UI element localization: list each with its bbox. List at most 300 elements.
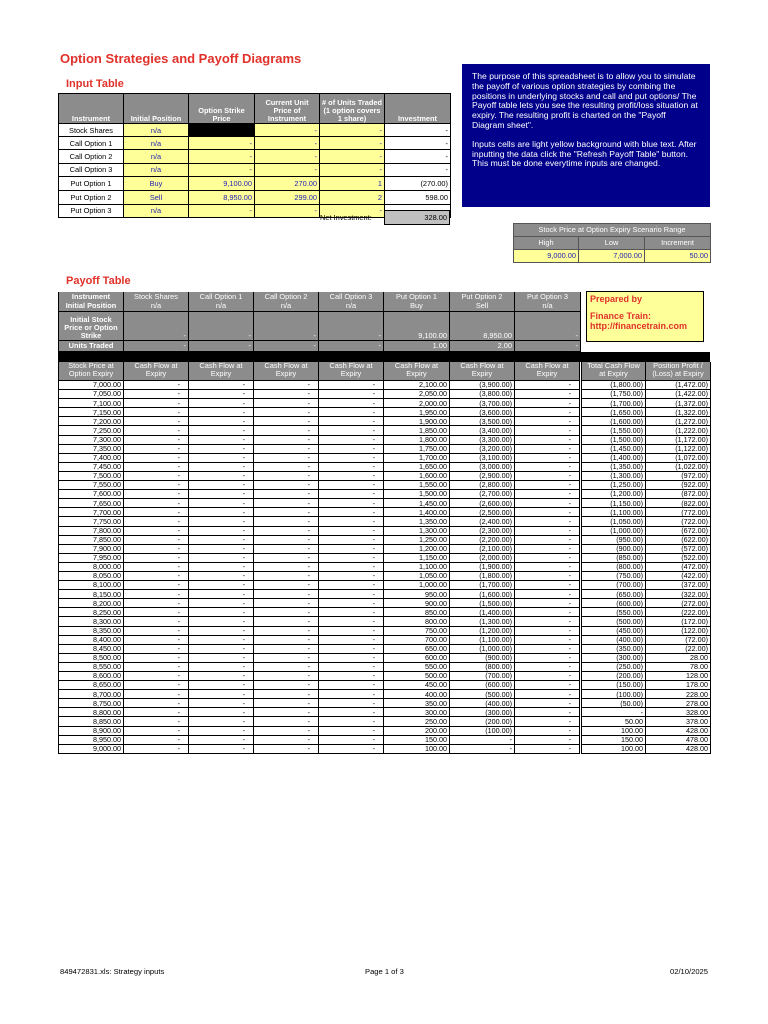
net-investment-label: Net Investment: bbox=[320, 213, 372, 222]
table-row bbox=[59, 544, 711, 553]
cash-flow-cell: - bbox=[254, 672, 319, 681]
units-cell: 1.00 bbox=[384, 341, 450, 352]
cash-flow-cell: - bbox=[319, 390, 384, 399]
cash-flow-cell: (50.00) bbox=[581, 699, 646, 708]
table-row bbox=[59, 417, 711, 426]
price-input[interactable]: - bbox=[255, 204, 320, 217]
cash-flow-cell: - bbox=[515, 508, 581, 517]
cash-flow-cell: - bbox=[515, 517, 581, 526]
cash-flow-cell: 1,550.00 bbox=[384, 481, 450, 490]
cash-flow-cell: - bbox=[319, 590, 384, 599]
payoff-table bbox=[58, 362, 711, 754]
cash-flow-cell: 128.00 bbox=[646, 672, 711, 681]
cash-flow-cell: - bbox=[515, 408, 581, 417]
cash-flow-cell: (750.00) bbox=[581, 571, 646, 580]
cash-flow-cell: - bbox=[189, 653, 254, 662]
cash-flow-cell: - bbox=[189, 717, 254, 726]
position-input[interactable]: Sell bbox=[124, 190, 189, 204]
cash-flow-cell: - bbox=[124, 390, 189, 399]
cash-flow-cell: - bbox=[189, 672, 254, 681]
table-row bbox=[59, 490, 711, 499]
cash-flow-cell: - bbox=[189, 735, 254, 744]
instrument-name: Put Option 1 bbox=[59, 176, 124, 190]
cash-flow-cell: - bbox=[189, 726, 254, 735]
cash-flow-cell: (450.00) bbox=[581, 626, 646, 635]
cash-flow-cell: - bbox=[319, 699, 384, 708]
cash-flow-cell: 1,250.00 bbox=[384, 535, 450, 544]
stock-price-cell: 8,700.00 bbox=[59, 690, 124, 699]
cash-flow-cell: (272.00) bbox=[646, 599, 711, 608]
strike-cell: - bbox=[254, 312, 319, 341]
cash-flow-cell: (1,000.00) bbox=[581, 526, 646, 535]
cash-flow-cell: - bbox=[254, 717, 319, 726]
input-row bbox=[59, 163, 451, 176]
cash-flow-cell: 400.00 bbox=[384, 690, 450, 699]
cash-flow-cell: - bbox=[319, 672, 384, 681]
range-high-input[interactable]: 9,000.00 bbox=[514, 250, 579, 263]
price-input[interactable]: 299.00 bbox=[255, 190, 320, 204]
stock-price-cell: 7,900.00 bbox=[59, 544, 124, 553]
position-input[interactable]: n/a bbox=[124, 163, 189, 176]
cash-flow-cell: (572.00) bbox=[646, 544, 711, 553]
instrument-cell: Put Option 2 bbox=[450, 292, 515, 302]
cash-flow-cell: - bbox=[254, 399, 319, 408]
cash-flow-cell: (550.00) bbox=[581, 608, 646, 617]
cash-flow-cell: - bbox=[515, 717, 581, 726]
cash-flow-cell: (1,450.00) bbox=[581, 444, 646, 453]
table-row bbox=[59, 581, 711, 590]
footer-page: Page 1 of 3 bbox=[365, 967, 404, 976]
payoff-column-header: Cash Flow at Expiry bbox=[450, 362, 515, 381]
cash-flow-cell: 1,400.00 bbox=[384, 508, 450, 517]
cash-flow-cell: (472.00) bbox=[646, 562, 711, 571]
initial-position-cell: n/a bbox=[515, 302, 581, 312]
initial-position-cell: Sell bbox=[450, 302, 515, 312]
cash-flow-cell: - bbox=[189, 435, 254, 444]
cash-flow-cell: 1,500.00 bbox=[384, 490, 450, 499]
instrument-name: Put Option 3 bbox=[59, 204, 124, 217]
cash-flow-cell: - bbox=[254, 599, 319, 608]
units-input[interactable]: 2 bbox=[320, 190, 385, 204]
investment-value: - bbox=[385, 150, 451, 163]
instrument-name: Put Option 2 bbox=[59, 190, 124, 204]
cash-flow-cell: - bbox=[319, 581, 384, 590]
cash-flow-cell: - bbox=[124, 599, 189, 608]
stock-price-cell: 8,600.00 bbox=[59, 672, 124, 681]
price-input[interactable]: - bbox=[255, 137, 320, 150]
cash-flow-cell: (422.00) bbox=[646, 571, 711, 580]
stock-price-cell: 7,450.00 bbox=[59, 462, 124, 471]
payoff-table-heading: Payoff Table bbox=[66, 275, 131, 287]
payoff-column-header: Cash Flow at Expiry bbox=[319, 362, 384, 381]
cash-flow-cell: - bbox=[254, 681, 319, 690]
cash-flow-cell: (2,400.00) bbox=[450, 517, 515, 526]
cash-flow-cell: 900.00 bbox=[384, 599, 450, 608]
cash-flow-cell: - bbox=[254, 408, 319, 417]
prepared-by-link[interactable]: http://financetrain.com bbox=[590, 321, 688, 331]
cash-flow-cell: (1,550.00) bbox=[581, 426, 646, 435]
position-input[interactable]: Buy bbox=[124, 176, 189, 190]
price-input[interactable]: 270.00 bbox=[255, 176, 320, 190]
cash-flow-cell: - bbox=[319, 408, 384, 417]
cash-flow-cell: (122.00) bbox=[646, 626, 711, 635]
cash-flow-cell: - bbox=[254, 608, 319, 617]
cash-flow-cell: (3,200.00) bbox=[450, 444, 515, 453]
cash-flow-cell: - bbox=[189, 499, 254, 508]
cash-flow-cell: 1,150.00 bbox=[384, 553, 450, 562]
cash-flow-cell: - bbox=[319, 626, 384, 635]
cash-flow-cell: 250.00 bbox=[384, 717, 450, 726]
position-input[interactable]: n/a bbox=[124, 124, 189, 137]
cash-flow-cell: (2,200.00) bbox=[450, 535, 515, 544]
cash-flow-cell: - bbox=[515, 726, 581, 735]
header-cell: Option Strike Price bbox=[189, 94, 255, 124]
units-input[interactable]: - bbox=[320, 124, 385, 137]
cash-flow-cell: - bbox=[254, 417, 319, 426]
payoff-setup-table bbox=[58, 292, 581, 352]
initial-position-cell: n/a bbox=[124, 302, 189, 312]
cash-flow-cell: - bbox=[515, 608, 581, 617]
cash-flow-cell: (3,300.00) bbox=[450, 435, 515, 444]
cash-flow-cell: - bbox=[124, 672, 189, 681]
cash-flow-cell: - bbox=[189, 481, 254, 490]
cash-flow-cell: - bbox=[515, 562, 581, 571]
strike-input[interactable]: - bbox=[189, 150, 255, 163]
table-row bbox=[59, 690, 711, 699]
range-increment-header: Increment bbox=[645, 237, 711, 250]
cash-flow-cell: (1,300.00) bbox=[450, 617, 515, 626]
cash-flow-cell: - bbox=[254, 699, 319, 708]
position-input[interactable]: n/a bbox=[124, 204, 189, 217]
prepared-by-name: Finance Train: bbox=[590, 310, 652, 321]
instrument-name: Stock Shares bbox=[59, 124, 124, 137]
stock-price-cell: 8,550.00 bbox=[59, 662, 124, 671]
table-row bbox=[59, 499, 711, 508]
units-input[interactable]: - bbox=[320, 163, 385, 176]
cash-flow-cell: - bbox=[124, 399, 189, 408]
strike-input[interactable]: - bbox=[189, 204, 255, 217]
cash-flow-cell: (1,350.00) bbox=[581, 462, 646, 471]
cash-flow-cell: (1,400.00) bbox=[581, 453, 646, 462]
cash-flow-cell: - bbox=[515, 599, 581, 608]
cash-flow-cell: (1,000.00) bbox=[450, 644, 515, 653]
cash-flow-cell: - bbox=[124, 508, 189, 517]
cash-flow-cell: - bbox=[515, 490, 581, 499]
cash-flow-cell: - bbox=[515, 499, 581, 508]
stock-price-cell: 7,500.00 bbox=[59, 471, 124, 480]
stock-price-cell: 7,650.00 bbox=[59, 499, 124, 508]
footer-date: 02/10/2025 bbox=[670, 967, 709, 976]
cash-flow-cell: - bbox=[515, 399, 581, 408]
cash-flow-cell: - bbox=[254, 744, 319, 753]
cash-flow-cell: (1,022.00) bbox=[646, 462, 711, 471]
cash-flow-cell: - bbox=[254, 653, 319, 662]
position-input[interactable]: n/a bbox=[124, 150, 189, 163]
input-row bbox=[59, 150, 451, 163]
input-row bbox=[59, 124, 451, 137]
cash-flow-cell: - bbox=[124, 635, 189, 644]
stock-price-cell: 7,850.00 bbox=[59, 535, 124, 544]
cash-flow-cell: - bbox=[124, 608, 189, 617]
payoff-column-header: Total Cash Flow at Expiry bbox=[581, 362, 646, 381]
cash-flow-cell: - bbox=[189, 562, 254, 571]
payoff-column-header: Cash Flow at Expiry bbox=[124, 362, 189, 381]
cash-flow-cell: - bbox=[515, 635, 581, 644]
strike-cell: 8,950.00 bbox=[450, 312, 515, 341]
range-low-header: Low bbox=[579, 237, 645, 250]
cash-flow-cell: - bbox=[450, 735, 515, 744]
position-input[interactable]: n/a bbox=[124, 137, 189, 150]
instrument-name: Call Option 2 bbox=[59, 150, 124, 163]
table-row bbox=[59, 381, 711, 390]
cash-flow-cell: - bbox=[189, 399, 254, 408]
cash-flow-cell: (22.00) bbox=[646, 644, 711, 653]
cash-flow-cell: 428.00 bbox=[646, 744, 711, 753]
cash-flow-cell: (2,000.00) bbox=[450, 553, 515, 562]
cash-flow-cell: - bbox=[189, 444, 254, 453]
cash-flow-cell: - bbox=[189, 599, 254, 608]
table-row bbox=[59, 726, 711, 735]
cash-flow-cell: (2,800.00) bbox=[450, 481, 515, 490]
price-input[interactable]: - bbox=[255, 163, 320, 176]
units-cell: 2.00 bbox=[450, 341, 515, 352]
units-input[interactable]: - bbox=[320, 137, 385, 150]
cash-flow-cell: - bbox=[124, 471, 189, 480]
cash-flow-cell: - bbox=[515, 590, 581, 599]
cash-flow-cell: - bbox=[254, 535, 319, 544]
cash-flow-cell: - bbox=[254, 426, 319, 435]
cash-flow-cell: 1,850.00 bbox=[384, 426, 450, 435]
payoff-column-header: Cash Flow at Expiry bbox=[384, 362, 450, 381]
strike-input[interactable]: - bbox=[189, 163, 255, 176]
cash-flow-cell: - bbox=[189, 744, 254, 753]
cash-flow-cell: (400.00) bbox=[450, 699, 515, 708]
table-row bbox=[59, 744, 711, 753]
cash-flow-cell: 300.00 bbox=[384, 708, 450, 717]
cash-flow-cell: - bbox=[254, 481, 319, 490]
cash-flow-cell: - bbox=[124, 444, 189, 453]
instrument-cell: Put Option 1 bbox=[384, 292, 450, 302]
cash-flow-cell: 478.00 bbox=[646, 735, 711, 744]
cash-flow-cell: - bbox=[515, 699, 581, 708]
scenario-range-table bbox=[513, 223, 711, 263]
cash-flow-cell: (322.00) bbox=[646, 590, 711, 599]
footer-filename: 849472831.xls: Strategy inputs bbox=[60, 967, 165, 976]
stock-price-cell: 7,300.00 bbox=[59, 435, 124, 444]
cash-flow-cell: (100.00) bbox=[450, 726, 515, 735]
cash-flow-cell: - bbox=[515, 617, 581, 626]
cash-flow-cell: - bbox=[124, 708, 189, 717]
info-text-inputs: Inputs cells are light yellow background with blue text. After inputting the data click the "Refresh Payoff Table" button. This must be done everytime inputs are changed. bbox=[472, 138, 697, 169]
cash-flow-cell: - bbox=[124, 735, 189, 744]
cash-flow-cell: (1,122.00) bbox=[646, 444, 711, 453]
units-row bbox=[59, 341, 581, 352]
table-row bbox=[59, 535, 711, 544]
cash-flow-cell: - bbox=[189, 381, 254, 390]
instrument-name: Call Option 3 bbox=[59, 163, 124, 176]
cash-flow-cell: - bbox=[254, 490, 319, 499]
range-increment-input[interactable]: 50.00 bbox=[645, 250, 711, 263]
cash-flow-cell: - bbox=[319, 517, 384, 526]
cash-flow-cell: - bbox=[124, 626, 189, 635]
units-cell: - bbox=[254, 341, 319, 352]
cash-flow-cell: - bbox=[319, 708, 384, 717]
cash-flow-cell: - bbox=[124, 381, 189, 390]
table-row bbox=[59, 471, 711, 480]
cash-flow-cell: 850.00 bbox=[384, 608, 450, 617]
cash-flow-cell: 228.00 bbox=[646, 690, 711, 699]
cash-flow-cell: (172.00) bbox=[646, 617, 711, 626]
cash-flow-cell: - bbox=[515, 444, 581, 453]
cash-flow-cell: (1,650.00) bbox=[581, 408, 646, 417]
cash-flow-cell: - bbox=[124, 744, 189, 753]
cash-flow-cell: (3,500.00) bbox=[450, 417, 515, 426]
initial-position-row bbox=[59, 302, 581, 312]
cash-flow-cell: 100.00 bbox=[581, 744, 646, 753]
cash-flow-cell: - bbox=[319, 653, 384, 662]
cash-flow-cell: (900.00) bbox=[450, 653, 515, 662]
stock-price-cell: 7,950.00 bbox=[59, 553, 124, 562]
cash-flow-cell: 1,700.00 bbox=[384, 453, 450, 462]
cash-flow-cell: - bbox=[515, 690, 581, 699]
input-table-header bbox=[59, 94, 451, 124]
cash-flow-cell: (900.00) bbox=[581, 544, 646, 553]
stock-price-cell: 7,100.00 bbox=[59, 399, 124, 408]
cash-flow-cell: - bbox=[254, 644, 319, 653]
units-cell: - bbox=[124, 341, 189, 352]
table-row bbox=[59, 635, 711, 644]
stock-price-cell: 7,000.00 bbox=[59, 381, 124, 390]
stock-price-cell: 9,000.00 bbox=[59, 744, 124, 753]
units-cell: - bbox=[189, 341, 254, 352]
price-input[interactable]: - bbox=[255, 124, 320, 137]
cash-flow-cell: (500.00) bbox=[450, 690, 515, 699]
cash-flow-cell: - bbox=[189, 544, 254, 553]
cash-flow-cell: - bbox=[319, 399, 384, 408]
table-row bbox=[59, 571, 711, 580]
table-row bbox=[59, 444, 711, 453]
cash-flow-cell: - bbox=[515, 644, 581, 653]
cash-flow-cell: 1,750.00 bbox=[384, 444, 450, 453]
cash-flow-cell: - bbox=[254, 517, 319, 526]
cash-flow-cell: - bbox=[319, 535, 384, 544]
cash-flow-cell: (300.00) bbox=[581, 653, 646, 662]
stock-price-cell: 8,750.00 bbox=[59, 699, 124, 708]
cash-flow-cell: - bbox=[124, 571, 189, 580]
strike-input[interactable]: - bbox=[189, 137, 255, 150]
table-row bbox=[59, 508, 711, 517]
cash-flow-cell: 100.00 bbox=[581, 726, 646, 735]
table-row bbox=[59, 717, 711, 726]
cash-flow-cell: (922.00) bbox=[646, 481, 711, 490]
cash-flow-cell: (1,500.00) bbox=[581, 435, 646, 444]
cash-flow-cell: (1,272.00) bbox=[646, 417, 711, 426]
cash-flow-cell: - bbox=[124, 644, 189, 653]
strike-cell: - bbox=[124, 312, 189, 341]
cash-flow-cell: (3,700.00) bbox=[450, 399, 515, 408]
initial-position-cell: n/a bbox=[319, 302, 384, 312]
cash-flow-cell: - bbox=[515, 390, 581, 399]
units-input[interactable]: - bbox=[320, 204, 385, 217]
cash-flow-cell: - bbox=[189, 390, 254, 399]
strike-na-cell bbox=[189, 124, 255, 137]
cash-flow-cell: 700.00 bbox=[384, 635, 450, 644]
range-low-input[interactable]: 7,000.00 bbox=[579, 250, 645, 263]
cash-flow-cell: (1,072.00) bbox=[646, 453, 711, 462]
cash-flow-cell: - bbox=[254, 708, 319, 717]
cash-flow-cell: - bbox=[124, 553, 189, 562]
cash-flow-cell: (672.00) bbox=[646, 526, 711, 535]
cash-flow-cell: 28.00 bbox=[646, 653, 711, 662]
cash-flow-cell: - bbox=[515, 653, 581, 662]
cash-flow-cell: - bbox=[124, 581, 189, 590]
units-input[interactable]: 1 bbox=[320, 176, 385, 190]
cash-flow-cell: 178.00 bbox=[646, 681, 711, 690]
cash-flow-cell: 2,000.00 bbox=[384, 399, 450, 408]
stock-price-cell: 8,400.00 bbox=[59, 635, 124, 644]
price-input[interactable]: - bbox=[255, 150, 320, 163]
cash-flow-cell: - bbox=[124, 517, 189, 526]
stock-price-cell: 7,350.00 bbox=[59, 444, 124, 453]
payoff-column-headers bbox=[59, 362, 711, 381]
initial-position-cell: n/a bbox=[254, 302, 319, 312]
cash-flow-cell: (400.00) bbox=[581, 635, 646, 644]
table-row bbox=[59, 517, 711, 526]
cash-flow-cell: (1,900.00) bbox=[450, 562, 515, 571]
table-row bbox=[59, 608, 711, 617]
strike-input[interactable]: 9,100.00 bbox=[189, 176, 255, 190]
cash-flow-cell: - bbox=[189, 708, 254, 717]
cash-flow-cell: 500.00 bbox=[384, 672, 450, 681]
cash-flow-cell: - bbox=[581, 708, 646, 717]
cash-flow-cell: 278.00 bbox=[646, 699, 711, 708]
cash-flow-cell: - bbox=[189, 526, 254, 535]
cash-flow-cell: - bbox=[189, 662, 254, 671]
cash-flow-cell: - bbox=[189, 471, 254, 480]
cash-flow-cell: - bbox=[254, 499, 319, 508]
cash-flow-cell: (600.00) bbox=[450, 681, 515, 690]
cash-flow-cell: (522.00) bbox=[646, 553, 711, 562]
stock-price-cell: 8,050.00 bbox=[59, 571, 124, 580]
table-row bbox=[59, 462, 711, 471]
strike-input[interactable]: 8,950.00 bbox=[189, 190, 255, 204]
cash-flow-cell: - bbox=[319, 717, 384, 726]
cash-flow-cell: 50.00 bbox=[581, 717, 646, 726]
cash-flow-cell: (1,372.00) bbox=[646, 399, 711, 408]
payoff-column-header: Stock Price at Option Expiry bbox=[59, 362, 124, 381]
investment-value: 598.00 bbox=[385, 190, 451, 204]
stock-price-cell: 8,850.00 bbox=[59, 717, 124, 726]
table-row bbox=[59, 590, 711, 599]
cash-flow-cell: - bbox=[515, 681, 581, 690]
cash-flow-cell: - bbox=[124, 499, 189, 508]
cash-flow-cell: (800.00) bbox=[450, 662, 515, 671]
units-input[interactable]: - bbox=[320, 150, 385, 163]
stock-price-cell: 7,750.00 bbox=[59, 517, 124, 526]
cash-flow-cell: 650.00 bbox=[384, 644, 450, 653]
cash-flow-cell: - bbox=[189, 681, 254, 690]
cash-flow-cell: - bbox=[124, 426, 189, 435]
cash-flow-cell: 1,350.00 bbox=[384, 517, 450, 526]
header-cell: # of Units Traded (1 option covers 1 share) bbox=[320, 94, 385, 124]
cash-flow-cell: - bbox=[254, 690, 319, 699]
payoff-column-header: Cash Flow at Expiry bbox=[189, 362, 254, 381]
table-row bbox=[59, 599, 711, 608]
cash-flow-cell: - bbox=[515, 708, 581, 717]
stock-price-cell: 8,450.00 bbox=[59, 644, 124, 653]
cash-flow-cell: (250.00) bbox=[581, 662, 646, 671]
cash-flow-cell: (2,900.00) bbox=[450, 471, 515, 480]
